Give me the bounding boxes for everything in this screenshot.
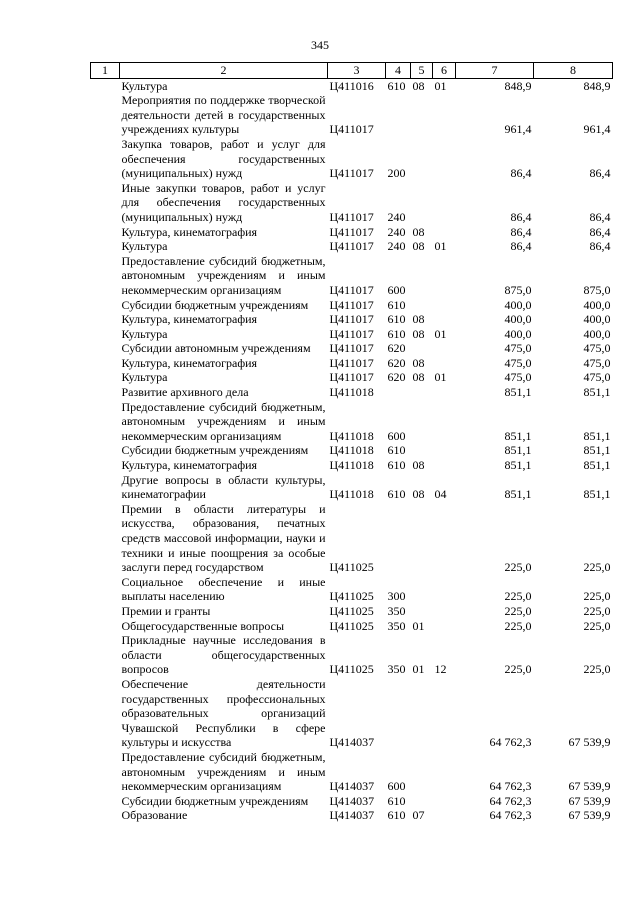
row-code: Ц411016 [329, 78, 374, 93]
row-name: Социальное обеспечение и иные выплаты населению [121, 574, 326, 604]
row-col-5: 08 [412, 355, 425, 370]
row-col-4: 620 [387, 341, 406, 356]
row-col-6 [433, 502, 456, 575]
row-col-4: 610 [387, 808, 406, 823]
row-col-4: 200 [387, 166, 406, 181]
row-value-col-7: 225,0 [504, 589, 532, 604]
table-row [91, 239, 613, 254]
row-col-5: 08 [412, 326, 425, 341]
row-value-col-7: 400,0 [504, 297, 532, 312]
row-col-6 [433, 385, 456, 400]
table-row [91, 619, 613, 634]
row-name: Субсидии автономным учреждениям [121, 341, 311, 356]
row-code: Ц411017 [329, 326, 374, 341]
row-col-4: 610 [387, 78, 406, 93]
row-col-1 [91, 750, 120, 794]
row-value-col-7: 400,0 [504, 312, 532, 327]
row-value-col-7: 86,4 [510, 239, 532, 254]
row-col-5 [411, 750, 433, 794]
row-value-col-8: 400,0 [583, 326, 611, 341]
row-value-col-7: 875,0 [504, 282, 532, 297]
row-code: Ц411017 [329, 239, 374, 254]
table-row [91, 298, 613, 313]
table-row [91, 356, 613, 371]
row-code: Ц411018 [329, 428, 374, 443]
row-name: Культура [121, 370, 168, 385]
row-code: Ц411017 [329, 166, 374, 181]
row-value-col-7: 225,0 [504, 618, 532, 633]
row-col-4: 610 [387, 326, 406, 341]
row-value-col-7: 475,0 [504, 355, 532, 370]
row-value-col-7: 851,1 [504, 458, 532, 473]
row-value-col-8: 851,1 [583, 487, 611, 502]
row-col-4: 350 [387, 662, 406, 677]
row-col-5: 01 [412, 662, 425, 677]
row-col-6 [433, 604, 456, 619]
row-col-1 [91, 312, 120, 327]
row-value-col-8: 86,4 [589, 166, 611, 181]
row-col-6: 01 [434, 78, 447, 93]
row-value-col-8: 225,0 [583, 618, 611, 633]
row-value-col-7: 400,0 [504, 326, 532, 341]
row-col-1 [91, 443, 120, 458]
header-col-5: 5 [411, 63, 433, 79]
row-code: Ц411018 [329, 385, 374, 400]
table-row [91, 400, 613, 444]
row-value-col-7: 64 762,3 [489, 808, 532, 823]
row-name: Предоставление субсидий бюджетным, автономным учреждениям и иным некоммерческим организациям [121, 749, 326, 794]
header-col-7: 7 [456, 63, 534, 79]
row-col-1 [91, 808, 120, 823]
row-col-5 [411, 677, 433, 750]
row-col-4: 240 [387, 239, 406, 254]
row-col-4: 600 [387, 428, 406, 443]
row-code: Ц411025 [329, 618, 374, 633]
header-col-8: 8 [534, 63, 613, 79]
row-value-col-7: 225,0 [504, 662, 532, 677]
row-col-6 [433, 794, 456, 809]
row-col-5 [411, 181, 433, 225]
row-col-6 [433, 356, 456, 371]
table-row [91, 808, 613, 823]
row-value-col-8: 848,9 [583, 78, 611, 93]
row-col-4: 620 [387, 370, 406, 385]
row-value-col-8: 475,0 [583, 370, 611, 385]
row-name: Закупка товаров, работ и услуг для обеспечения государственных (муниципальных) нужд [121, 136, 326, 181]
row-value-col-8: 851,1 [583, 458, 611, 473]
row-name: Другие вопросы в области культуры, кинематографии [121, 472, 326, 502]
header-col-3: 3 [328, 63, 386, 79]
row-col-1 [91, 458, 120, 473]
table-row [91, 327, 613, 342]
row-col-4: 240 [387, 209, 406, 224]
table-row [91, 458, 613, 473]
row-value-col-7: 64 762,3 [489, 779, 532, 794]
row-col-1 [91, 239, 120, 254]
row-col-1 [91, 225, 120, 240]
row-col-5 [411, 137, 433, 181]
row-value-col-8: 86,4 [589, 209, 611, 224]
row-name: Общегосударственные вопросы [121, 618, 285, 633]
row-value-col-7: 86,4 [510, 209, 532, 224]
row-value-col-8: 961,4 [583, 122, 611, 137]
table-row [91, 254, 613, 298]
row-col-5 [411, 341, 433, 356]
row-code: Ц411018 [329, 487, 374, 502]
row-name: Премии и гранты [121, 603, 211, 618]
row-col-6 [433, 225, 456, 240]
row-col-1 [91, 137, 120, 181]
row-value-col-7: 961,4 [504, 122, 532, 137]
row-col-6 [433, 808, 456, 823]
row-col-5 [411, 604, 433, 619]
row-code: Ц411018 [329, 458, 374, 473]
row-col-1 [91, 473, 120, 502]
row-col-6 [433, 443, 456, 458]
row-col-6 [433, 93, 456, 137]
table-row [91, 677, 613, 750]
row-col-1 [91, 385, 120, 400]
row-value-col-8: 67 539,9 [568, 808, 611, 823]
table-row [91, 181, 613, 225]
row-code: Ц414037 [329, 808, 375, 823]
row-col-1 [91, 93, 120, 137]
row-name: Культура, кинематография [121, 312, 258, 327]
row-col-5: 08 [412, 224, 425, 239]
row-name: Прикладные научные исследования в области общегосударственных вопросов [121, 633, 326, 677]
row-col-4: 610 [387, 297, 406, 312]
row-name: Культура [121, 239, 168, 254]
row-col-4: 610 [387, 312, 406, 327]
row-col-5 [411, 254, 433, 298]
row-col-4: 610 [387, 793, 406, 808]
row-name: Культура [121, 326, 168, 341]
row-col-6 [433, 677, 456, 750]
table-row [91, 370, 613, 385]
row-name: Субсидии бюджетным учреждениям [121, 793, 309, 808]
row-value-col-8: 225,0 [583, 662, 611, 677]
row-code: Ц414037 [329, 793, 375, 808]
row-value-col-8: 225,0 [583, 589, 611, 604]
row-col-5: 08 [412, 312, 425, 327]
row-code: Ц411017 [329, 282, 374, 297]
row-col-4: 620 [387, 355, 406, 370]
row-value-col-8: 67 539,9 [568, 735, 611, 750]
row-code: Ц411017 [329, 370, 374, 385]
row-col-1 [91, 181, 120, 225]
row-value-col-7: 225,0 [504, 560, 532, 575]
row-col-1 [91, 400, 120, 444]
row-col-1 [91, 502, 120, 575]
row-value-col-8: 400,0 [583, 297, 611, 312]
row-col-1 [91, 794, 120, 809]
header-col-2: 2 [120, 63, 328, 79]
row-col-5 [411, 93, 433, 137]
row-code: Ц411025 [329, 603, 374, 618]
row-col-6: 01 [434, 326, 447, 341]
table-row [91, 750, 613, 794]
row-col-5: 01 [412, 618, 425, 633]
row-col-4: 240 [387, 224, 406, 239]
row-col-5: 07 [412, 808, 425, 823]
row-code: Ц411017 [329, 224, 374, 239]
row-value-col-7: 64 762,3 [489, 793, 532, 808]
row-value-col-8: 475,0 [583, 355, 611, 370]
row-name: Субсидии бюджетным учреждениям [121, 297, 309, 312]
row-col-1 [91, 356, 120, 371]
row-name: Развитие архивного дела [121, 385, 249, 400]
row-name: Образование [121, 808, 188, 823]
header-col-4: 4 [386, 63, 411, 79]
row-col-5 [411, 385, 433, 400]
row-col-1 [91, 78, 120, 93]
table-row [91, 385, 613, 400]
row-col-1 [91, 619, 120, 634]
table-row [91, 312, 613, 327]
table-row [91, 794, 613, 809]
row-name: Культура, кинематография [121, 224, 258, 239]
header-col-1: 1 [91, 63, 120, 79]
row-col-4 [386, 677, 411, 750]
row-code: Ц411017 [329, 209, 374, 224]
row-col-1 [91, 633, 120, 677]
row-name: Культура, кинематография [121, 458, 258, 473]
row-col-1 [91, 575, 120, 604]
row-col-4: 350 [387, 603, 406, 618]
row-col-6 [433, 312, 456, 327]
row-code: Ц411018 [329, 443, 374, 458]
row-col-6: 01 [434, 239, 447, 254]
row-col-5: 08 [412, 487, 425, 502]
row-value-col-8: 225,0 [583, 603, 611, 618]
row-col-4 [386, 502, 411, 575]
row-value-col-7: 64 762,3 [489, 735, 532, 750]
row-name: Культура, кинематография [121, 355, 258, 370]
row-col-6: 04 [434, 487, 447, 502]
row-code: Ц414037 [329, 779, 375, 794]
row-code: Ц411017 [329, 297, 374, 312]
row-col-1 [91, 327, 120, 342]
table-row [91, 473, 613, 502]
row-col-4 [386, 385, 411, 400]
row-code: Ц411017 [329, 122, 374, 137]
row-col-5 [411, 794, 433, 809]
table-row [91, 502, 613, 575]
row-code: Ц411017 [329, 341, 374, 356]
row-col-4 [386, 93, 411, 137]
row-col-4: 300 [387, 589, 406, 604]
row-col-4: 610 [387, 443, 406, 458]
row-value-col-7: 225,0 [504, 603, 532, 618]
table-row [91, 443, 613, 458]
row-value-col-8: 86,4 [589, 239, 611, 254]
row-col-5 [411, 298, 433, 313]
row-value-col-7: 851,1 [504, 443, 532, 458]
row-col-6 [433, 298, 456, 313]
row-value-col-7: 851,1 [504, 487, 532, 502]
table-row [91, 633, 613, 677]
row-code: Ц411025 [329, 560, 374, 575]
row-col-6: 01 [434, 370, 447, 385]
row-value-col-7: 86,4 [510, 224, 532, 239]
row-col-4: 350 [387, 618, 406, 633]
row-col-1 [91, 604, 120, 619]
row-col-5 [411, 443, 433, 458]
row-value-col-8: 86,4 [589, 224, 611, 239]
table-row [91, 93, 613, 137]
row-value-col-8: 875,0 [583, 282, 611, 297]
row-name: Предоставление субсидий бюджетным, автономным учреждениям и иным некоммерческим организациям [121, 253, 326, 297]
header-col-6: 6 [433, 63, 456, 79]
table-row [91, 575, 613, 604]
row-name: Предоставление субсидий бюджетным, автономным учреждениям и иным некоммерческим организациям [121, 399, 326, 443]
row-value-col-7: 848,9 [504, 78, 532, 93]
table-row [91, 78, 613, 93]
table-header-row [91, 63, 613, 79]
row-code: Ц411025 [329, 589, 374, 604]
row-col-5: 08 [412, 239, 425, 254]
row-col-1 [91, 677, 120, 750]
row-col-1 [91, 341, 120, 356]
row-value-col-8: 67 539,9 [568, 793, 611, 808]
table-row [91, 341, 613, 356]
row-value-col-8: 400,0 [583, 312, 611, 327]
row-col-5: 08 [412, 458, 425, 473]
row-col-5 [411, 400, 433, 444]
row-col-6 [433, 619, 456, 634]
row-name: Культура [121, 78, 168, 93]
row-name: Премии в области литературы и искусства, образования, печатных средств массовой информации, науки и техники и иные поощрения за особые заслуги перед государством [121, 501, 326, 575]
row-col-4: 600 [387, 779, 406, 794]
table-row [91, 604, 613, 619]
row-col-6 [433, 400, 456, 444]
row-col-6: 12 [434, 662, 447, 677]
row-value-col-8: 67 539,9 [568, 779, 611, 794]
page-number: 345 [311, 38, 329, 52]
row-value-col-7: 475,0 [504, 341, 532, 356]
row-col-5: 08 [412, 370, 425, 385]
row-value-col-7: 475,0 [504, 370, 532, 385]
row-value-col-7: 851,1 [504, 428, 532, 443]
row-col-1 [91, 298, 120, 313]
table-row [91, 137, 613, 181]
row-col-4: 610 [387, 458, 406, 473]
row-name: Мероприятия по поддержке творческой деятельности детей в государственных учреждениях культуры [121, 93, 326, 137]
row-col-6 [433, 341, 456, 356]
row-name: Субсидии бюджетным учреждениям [121, 443, 309, 458]
table-row [91, 225, 613, 240]
row-col-4: 610 [387, 487, 406, 502]
row-value-col-8: 475,0 [583, 341, 611, 356]
row-code: Ц411025 [329, 662, 374, 677]
row-value-col-8: 225,0 [583, 560, 611, 575]
row-value-col-8: 851,1 [583, 428, 611, 443]
row-code: Ц411017 [329, 312, 374, 327]
row-col-6 [433, 254, 456, 298]
row-value-col-8: 851,1 [583, 443, 611, 458]
row-col-6 [433, 181, 456, 225]
budget-table [90, 62, 613, 823]
row-col-5 [411, 502, 433, 575]
row-name: Иные закупки товаров, работ и услуг для обеспечения государственных (муниципальных) нужд [121, 180, 326, 224]
row-col-6 [433, 575, 456, 604]
row-col-6 [433, 458, 456, 473]
row-name: Обеспечение деятельности государственных профессиональных образовательных организаций Чувашской Республики в сфере культуры и искусства [121, 676, 326, 750]
row-code: Ц411017 [329, 355, 374, 370]
row-value-col-8: 851,1 [583, 385, 611, 400]
row-col-5 [411, 575, 433, 604]
row-value-col-7: 86,4 [510, 166, 532, 181]
row-col-6 [433, 137, 456, 181]
row-code: Ц414037 [329, 735, 375, 750]
row-col-5: 08 [412, 78, 425, 93]
row-col-6 [433, 750, 456, 794]
row-col-1 [91, 254, 120, 298]
row-value-col-7: 851,1 [504, 385, 532, 400]
row-col-4: 600 [387, 282, 406, 297]
row-col-1 [91, 370, 120, 385]
